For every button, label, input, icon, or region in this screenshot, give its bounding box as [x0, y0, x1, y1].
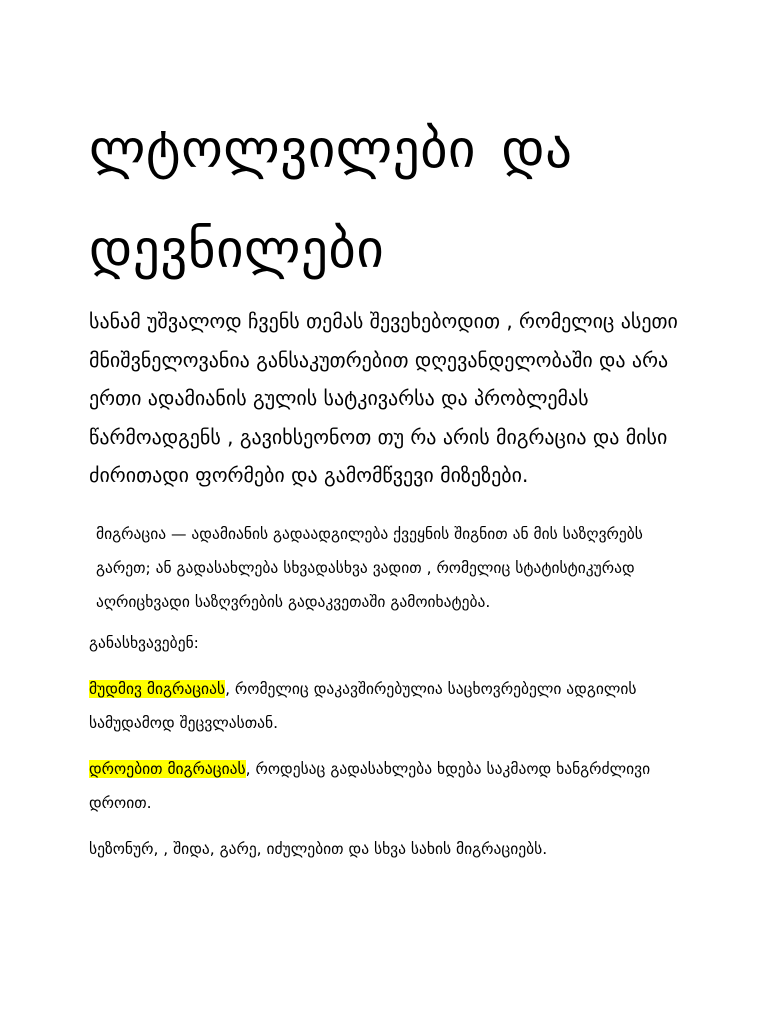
intro-paragraph: სანამ უშვალოდ ჩვენს თემას შევეხებოდით , რომელიც ასეთი მნიშვნელოვანია განსაკუთრებით დღევანდელობაში და არა ერთი ადამიანის გულის სატკივარსა და პრობლემას წარმოადგენს , გავიხსეონოთ თუ რა არის მიგრაცია და მისი ძირითადი ფორმები და გამომწვევი მიზეზები. [89, 309, 678, 487]
migration-definition-paragraph: მიგრაცია — ადამიანის გადაადგილება ქვეყნის შიგნით ან მის საზღვრებს გარეთ; ან გადასახლება სხვადასხვა ვადით , რომელიც სტატისტიკურად აღრიცხვადი საზღვრების გადაკვეთაში გამოიხატება. [96, 524, 643, 611]
highlighted-term: მუდმივ მიგრაციას [89, 679, 226, 698]
term-description: , რომელიც დაკავშირებულია საცხოვრებელი ადგილის სამუდამოდ შეცვლასთან. [89, 679, 637, 732]
temporary-migration-paragraph [89, 740, 684, 820]
document-title: ლტოლვილები და დევნილები [89, 119, 573, 280]
permanent-migration-paragraph [89, 660, 684, 740]
term-description: , როდესაც გადასახლება ხდება საკმაოდ ხანგრძლივი დროით. [89, 759, 651, 812]
other-migration-types-paragraph: სეზონურ, , შიდა, გარე, იძულებით და სხვა სახის მიგრაციებს. [89, 839, 548, 858]
list-intro-text: განასხვავებენ: [89, 633, 199, 652]
highlighted-term: დროებით მიგრაციას [89, 759, 246, 778]
